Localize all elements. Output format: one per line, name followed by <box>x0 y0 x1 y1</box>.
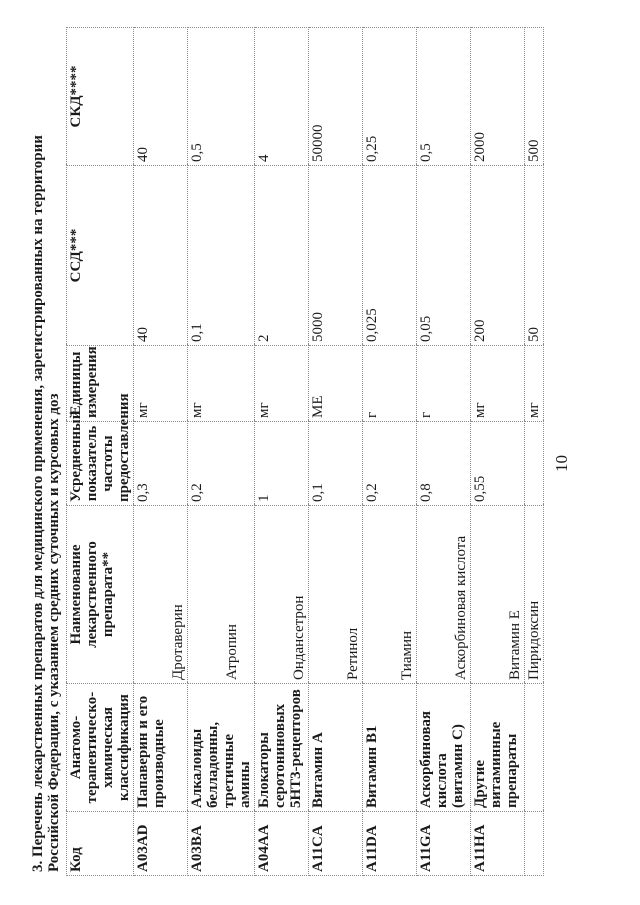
cell-freq <box>525 422 544 506</box>
drug-table <box>66 27 544 876</box>
cell-code: A11HA <box>471 812 525 876</box>
cell-code: A11GA <box>417 812 471 876</box>
table-row <box>309 28 363 876</box>
page-number: 10 <box>552 455 571 472</box>
cell-code <box>525 812 544 876</box>
table-row <box>134 28 188 876</box>
table-row <box>471 28 525 876</box>
cell-skd: 0,5 <box>188 28 255 166</box>
header-ssd: ССД*** <box>67 166 134 346</box>
cell-freq: 0,8 <box>417 422 471 506</box>
header-code: Код <box>67 812 134 876</box>
cell-unit: МЕ <box>309 346 363 422</box>
cell-name: Ретинол <box>309 506 363 684</box>
header-unit: Единицы измерения <box>67 346 134 422</box>
cell-unit: г <box>363 346 417 422</box>
table-row <box>417 28 471 876</box>
cell-ssd: 0,1 <box>188 166 255 346</box>
cell-skd: 0,5 <box>417 28 471 166</box>
table-body <box>134 28 544 876</box>
header-freq: Усредненный показатель частоты предоставления <box>67 422 134 506</box>
cell-ssd: 0,025 <box>363 166 417 346</box>
cell-atc <box>525 684 544 812</box>
cell-unit: мг <box>188 346 255 422</box>
cell-ssd: 0,05 <box>417 166 471 346</box>
cell-code: A03BA <box>188 812 255 876</box>
cell-name: Тиамин <box>363 506 417 684</box>
cell-freq: 0,2 <box>363 422 417 506</box>
table-row <box>188 28 255 876</box>
cell-atc: Витамин В1 <box>363 684 417 812</box>
table-header-row <box>67 28 134 876</box>
cell-freq: 1 <box>255 422 309 506</box>
cell-code: A04AA <box>255 812 309 876</box>
cell-freq: 0,3 <box>134 422 188 506</box>
cell-unit: мг <box>134 346 188 422</box>
cell-name: Пиридоксин <box>525 506 544 684</box>
cell-unit: г <box>417 346 471 422</box>
cell-unit: мг <box>255 346 309 422</box>
cell-skd: 40 <box>134 28 188 166</box>
cell-ssd: 40 <box>134 166 188 346</box>
table-row <box>255 28 309 876</box>
cell-skd: 4 <box>255 28 309 166</box>
cell-ssd: 50 <box>525 166 544 346</box>
cell-skd: 50000 <box>309 28 363 166</box>
cell-skd: 2000 <box>471 28 525 166</box>
cell-skd: 0,25 <box>363 28 417 166</box>
cell-code: A11DA <box>363 812 417 876</box>
header-name: Наименование лекарственного препарата** <box>67 506 134 684</box>
cell-name: Атропин <box>188 506 255 684</box>
cell-atc: Папаверин и его производные <box>134 684 188 812</box>
cell-unit: мг <box>525 346 544 422</box>
table-row <box>525 28 544 876</box>
cell-unit: мг <box>471 346 525 422</box>
cell-atc: Алкалоиды белладонны, третичные амины <box>188 684 255 812</box>
cell-name: Дротаверин <box>134 506 188 684</box>
cell-freq: 0,55 <box>471 422 525 506</box>
cell-code: A11CA <box>309 812 363 876</box>
cell-ssd: 5000 <box>309 166 363 346</box>
cell-name: Ондансетрон <box>255 506 309 684</box>
cell-name: Витамин Е <box>471 506 525 684</box>
rotated-page <box>30 22 610 882</box>
header-atc: Анатомо-терапевтическо-химическая классификация <box>67 684 134 812</box>
cell-freq: 0,1 <box>309 422 363 506</box>
cell-ssd: 2 <box>255 166 309 346</box>
cell-atc: Аскорбиновая кислота (витамин С) <box>417 684 471 812</box>
cell-skd: 500 <box>525 28 544 166</box>
heading-line-1: 3. Перечень лекарственных препаратов для медицинского применения, зарегистрированных на территории <box>30 135 46 872</box>
table-row <box>363 28 417 876</box>
header-skd: СКД**** <box>67 28 134 166</box>
cell-atc: Другие витаминные препараты <box>471 684 525 812</box>
heading-line-2: Российской Федерации, с указанием средних суточных и курсовых доз <box>46 393 62 872</box>
cell-name: Аскорбиновая кислота <box>417 506 471 684</box>
section-heading <box>30 135 62 872</box>
cell-atc: Блокаторы серотониновых 5HT3-рецепторов <box>255 684 309 812</box>
cell-ssd: 200 <box>471 166 525 346</box>
cell-atc: Витамин А <box>309 684 363 812</box>
cell-code: A03AD <box>134 812 188 876</box>
cell-freq: 0,2 <box>188 422 255 506</box>
